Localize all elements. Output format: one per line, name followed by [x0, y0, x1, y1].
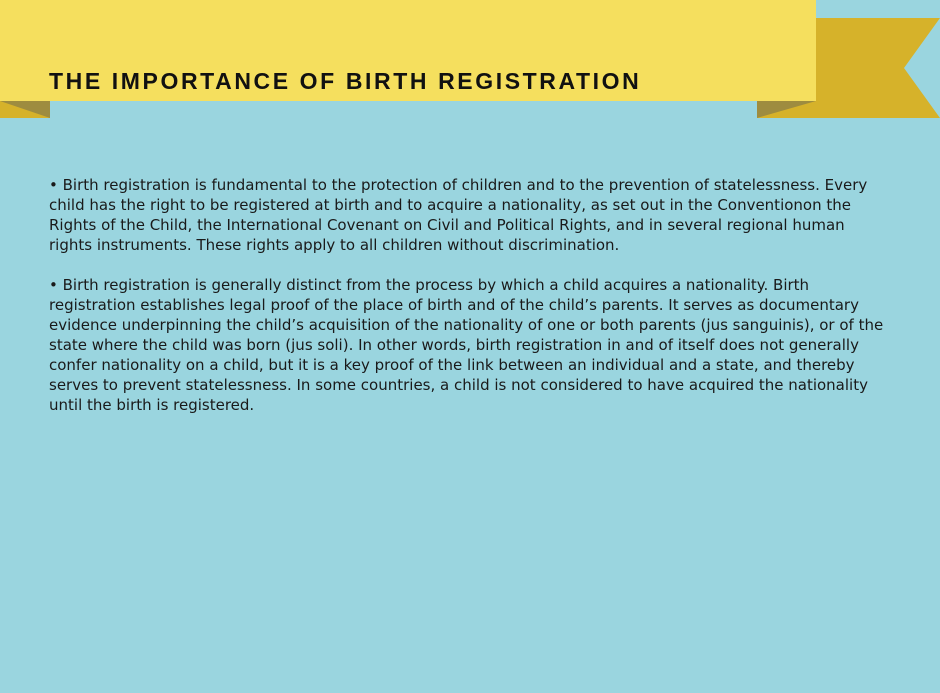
page-title: THE IMPORTANCE OF BIRTH REGISTRATION [49, 68, 642, 94]
banner-fold-left [0, 101, 50, 118]
banner-tail [816, 18, 940, 118]
paragraph-2: • Birth registration is generally distinct from the process by which a child acquires a nationality. Birth registration establishes legal proof of the place of birth and of the child’s parents. It serves as documentary evidence underpinning the child’s acquisition of the nationality of one or both parents (jus sanguinis), or of the state where the child was born (jus soli). In other words, birth registration in and of itself does not generally confer nationality on a child, but it is a key proof of the link between an individual and a state, and thereby serves to prevent statelessness. In some countries, a child is not considered to have acquired the nationality until the birth is registered. [49, 276, 884, 414]
content-body [49, 175, 884, 435]
banner-fold-right [757, 101, 816, 118]
paragraph-1: • Birth registration is fundamental to the protection of children and to the prevention of statelessness. Every child has the right to be registered at birth and to acquire a nationality, as set out in the Conventionon the Rights of the Child, the International Covenant on Civil and Political Rights, and in several regional human rights instruments. These rights apply to all children without discrimination. [49, 176, 868, 254]
